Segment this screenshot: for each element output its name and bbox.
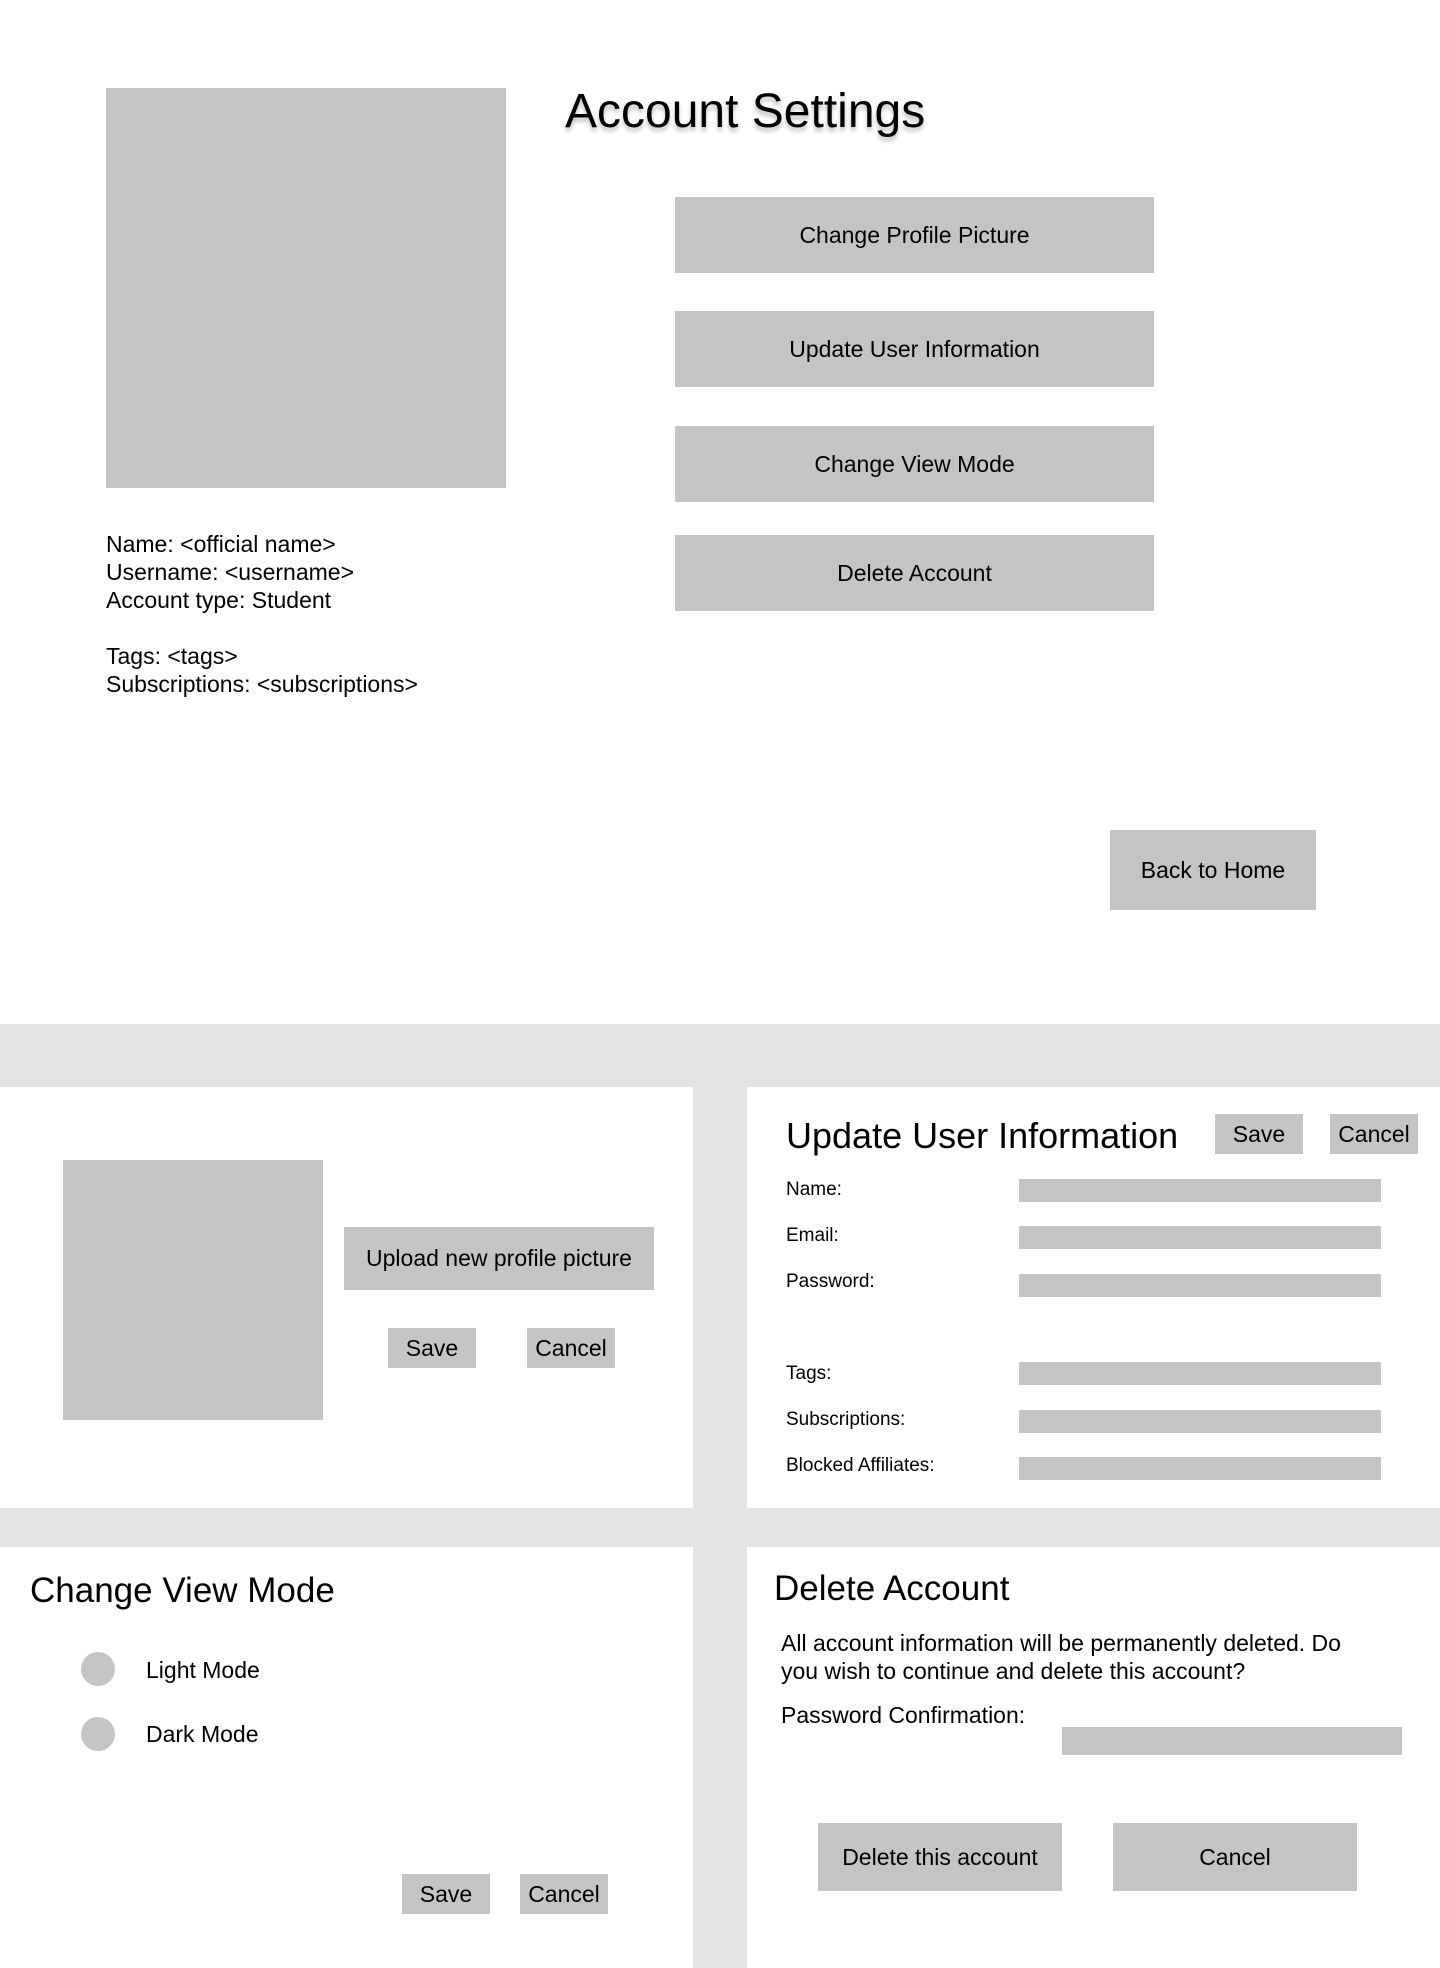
delete-this-account-button[interactable] — [818, 1823, 1062, 1891]
info-subscriptions: Subscriptions: <subscriptions> — [106, 671, 418, 697]
delete-account-button[interactable] — [675, 535, 1154, 611]
view-mode-cancel-label: Cancel — [528, 1880, 600, 1907]
tags-label: Tags: — [786, 1363, 832, 1384]
account-info — [106, 530, 418, 698]
delete-account-title: Delete Account — [774, 1569, 1010, 1608]
info-username: Username: <username> — [106, 559, 355, 585]
back-to-home-label: Back to Home — [1140, 856, 1286, 883]
profile-cancel-label: Cancel — [535, 1334, 607, 1361]
delete-this-account-label: Delete this account — [842, 1843, 1038, 1870]
update-info-save-button[interactable] — [1215, 1114, 1303, 1154]
info-tags: Tags: <tags> — [106, 643, 238, 669]
subscriptions-label: Subscriptions: — [786, 1409, 906, 1430]
delete-cancel-label: Cancel — [1199, 1843, 1271, 1870]
info-account-type: Account type: Student — [106, 587, 332, 613]
update-info-panel — [747, 1087, 1440, 1508]
light-mode-radio[interactable] — [81, 1652, 115, 1686]
name-label: Name: — [786, 1179, 842, 1200]
profile-cancel-button[interactable] — [527, 1328, 615, 1368]
delete-account-panel — [747, 1547, 1440, 1968]
update-user-information-label: Update User Information — [789, 335, 1040, 362]
upload-profile-picture-button[interactable] — [344, 1227, 654, 1290]
profile-save-button[interactable] — [388, 1328, 476, 1368]
update-info-save-label: Save — [1232, 1120, 1286, 1147]
delete-cancel-button[interactable] — [1113, 1823, 1357, 1891]
info-spacer — [106, 614, 418, 642]
change-profile-picture-label: Change Profile Picture — [799, 221, 1030, 248]
change-view-mode-label: Change View Mode — [814, 450, 1015, 477]
password-confirmation-field[interactable] — [1062, 1727, 1402, 1755]
view-mode-title: Change View Mode — [30, 1571, 335, 1610]
blocked-affiliates-label: Blocked Affiliates: — [786, 1455, 935, 1476]
profile-picture-panel — [0, 1087, 693, 1508]
upload-profile-picture-label: Upload new profile picture — [366, 1245, 632, 1271]
info-name: Name: <official name> — [106, 531, 336, 557]
view-mode-save-label: Save — [419, 1880, 473, 1907]
subscriptions-field[interactable] — [1019, 1410, 1381, 1433]
dark-mode-label: Dark Mode — [146, 1721, 259, 1747]
light-mode-label: Light Mode — [146, 1657, 260, 1683]
modal-panels-area — [0, 1024, 1440, 1968]
view-mode-panel — [0, 1547, 693, 1968]
password-field[interactable] — [1019, 1274, 1381, 1297]
tags-field[interactable] — [1019, 1362, 1381, 1385]
profile-picture-preview — [63, 1160, 323, 1420]
update-info-cancel-label: Cancel — [1338, 1120, 1410, 1147]
password-label: Password: — [786, 1271, 875, 1292]
blocked-affiliates-field[interactable] — [1019, 1457, 1381, 1480]
view-mode-cancel-button[interactable] — [520, 1874, 608, 1914]
back-to-home-button[interactable] — [1110, 830, 1316, 910]
page-title: Account Settings — [565, 85, 926, 138]
email-field[interactable] — [1019, 1226, 1381, 1249]
update-info-title: Update User Information — [786, 1115, 1179, 1156]
update-info-cancel-button[interactable] — [1330, 1114, 1418, 1154]
update-user-information-button[interactable] — [675, 311, 1154, 387]
dark-mode-radio[interactable] — [81, 1717, 115, 1751]
name-field[interactable] — [1019, 1179, 1381, 1202]
password-confirmation-label: Password Confirmation: — [781, 1702, 1026, 1728]
profile-picture — [106, 88, 506, 488]
change-profile-picture-button[interactable] — [675, 197, 1154, 273]
change-view-mode-button[interactable] — [675, 426, 1154, 502]
view-mode-save-button[interactable] — [402, 1874, 490, 1914]
delete-account-label: Delete Account — [837, 559, 992, 586]
delete-warning-message: All account information will be permanently deleted. Do you wish to continue and delete this account? — [781, 1630, 1341, 1684]
profile-save-label: Save — [405, 1334, 459, 1361]
email-label: Email: — [786, 1225, 839, 1246]
